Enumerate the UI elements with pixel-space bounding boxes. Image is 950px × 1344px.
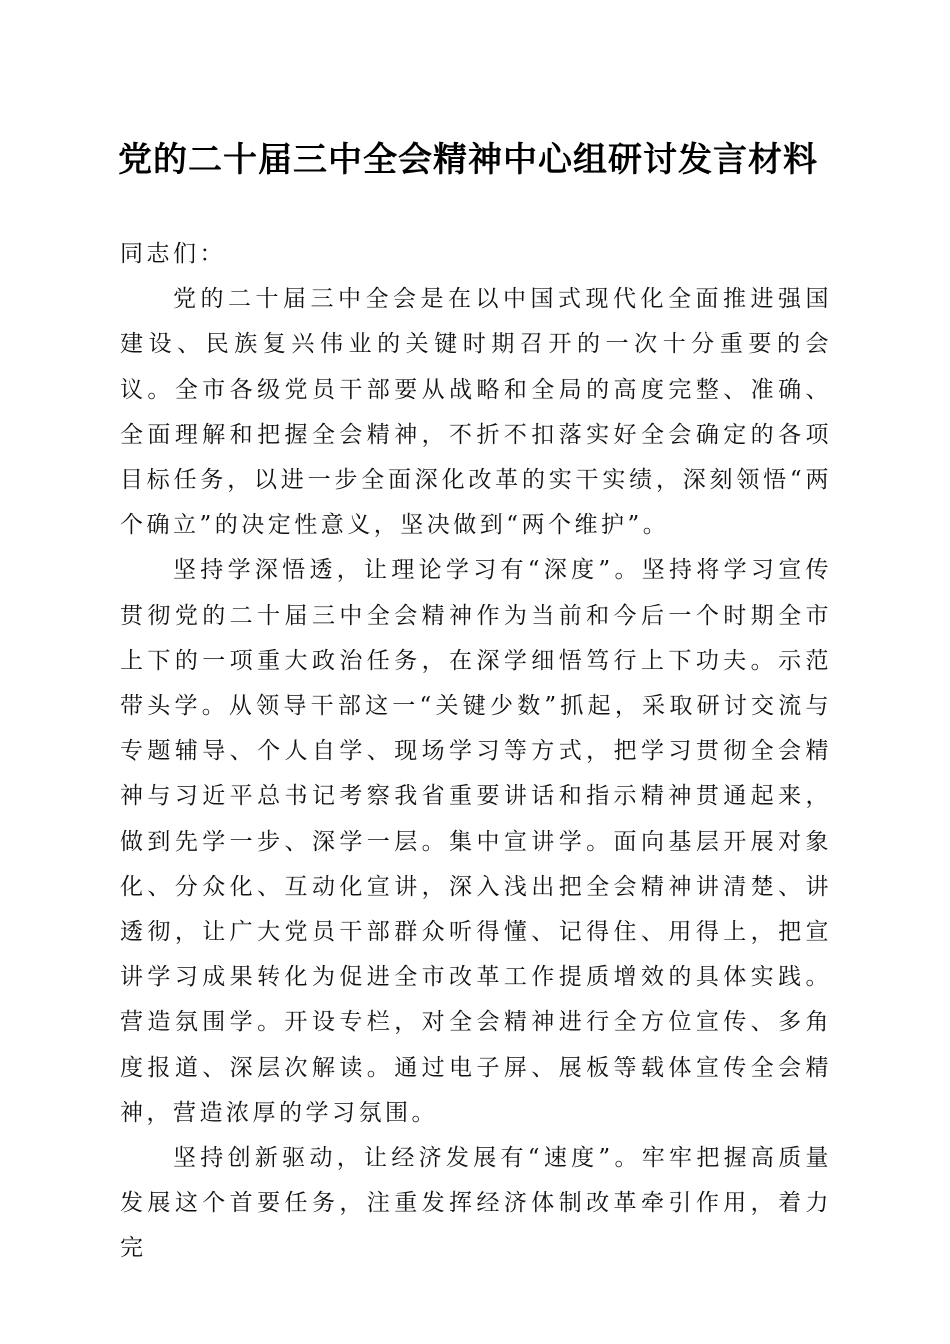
paragraph-theory-study: 坚持学深悟透，让理论学习有“深度”。坚持将学习宣传贯彻党的二十届三中全会精神作为当前和今后一个时期全市上下的一项重大政治任务，在深学细悟笃行上下功夫。示范带头学。从领导干部这一“关键少数”抓起，采取研讨交流与专题辅导、个人自学、现场学习等方式，把学习贯彻全会精神与习近平总书记考察我省重要讲话和指示精神贯通起来，做到先学一步、深学一层。集中宣讲学。面向基层开展对象化、分众化、互动化宣讲，深入浅出把全会精神讲清楚、讲透彻，让广大党员干部群众听得懂、记得住、用得上，把宣讲学习成果转化为促进全市改革工作提质增效的具体实践。营造氛围学。开设专栏，对全会精神进行全方位宣传、多角度报道、深层次解读。通过电子屏、展板等载体宣传全会精神，营造浓厚的学习氛围。 <box>120 557 832 1126</box>
paragraph-innovation: 坚持创新驱动，让经济发展有“速度”。牢牢把握高质量发展这个首要任务，注重发挥经济体制改革牵引作用，着力完 <box>120 1145 832 1262</box>
document-title: 党的二十届三中全会精神中心组研讨发言材料 <box>118 140 818 180</box>
document-body <box>120 232 832 1272</box>
paragraph-intro: 党的二十届三中全会是在以中国式现代化全面推进强国建设、民族复兴伟业的关键时期召开的一次十分重要的会议。全市各级党员干部要从战略和全局的高度完整、准确、全面理解和把握全会精神，不折不扣落实好全会确定的各项目标任务，以进一步全面深化改革的实干实绩，深刻领悟“两个确立”的决定性意义，坚决做到“两个维护”。 <box>120 286 832 539</box>
salutation: 同志们： <box>120 241 226 267</box>
